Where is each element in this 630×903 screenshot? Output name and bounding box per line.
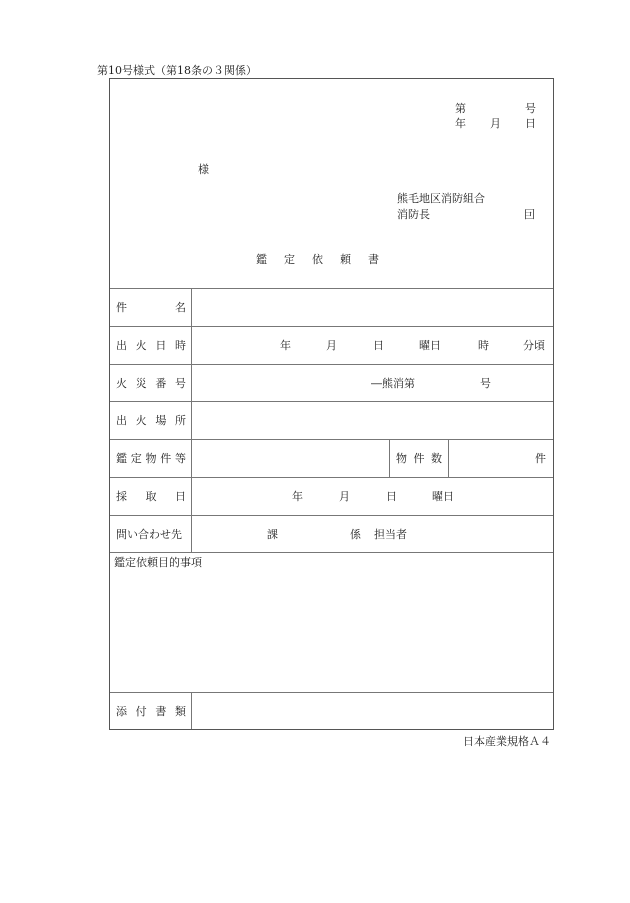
- label-char: 定: [130, 452, 142, 465]
- label-char: 数: [431, 452, 442, 465]
- doc-number-prefix: 第: [455, 102, 466, 115]
- label-char: 号: [174, 377, 186, 390]
- label-item-count: [396, 452, 442, 465]
- collection-month-unit[interactable]: 月: [339, 490, 350, 503]
- form-number-header: 第10号様式（第18条の３関係）: [97, 64, 257, 77]
- seal-mark: 囙: [524, 208, 535, 221]
- label-char: 火: [116, 377, 127, 390]
- contact-section-unit[interactable]: 課: [267, 528, 278, 541]
- label-fire-datetime: [116, 339, 186, 352]
- document-title: 鑑 定 依 頼 書: [256, 253, 382, 266]
- label-attachments: [116, 705, 186, 718]
- fire-number-prefix[interactable]: ―熊消第: [371, 377, 415, 390]
- date-month: 月: [490, 117, 501, 130]
- attachments-field[interactable]: [192, 693, 553, 729]
- divider: [110, 477, 553, 478]
- doc-number-suffix: 号: [525, 102, 536, 115]
- fire-minute-unit[interactable]: 分頃: [523, 339, 545, 352]
- label-char: 添: [116, 705, 127, 718]
- divider: [110, 515, 553, 516]
- item-count-unit[interactable]: 件: [535, 452, 546, 465]
- collection-year-unit[interactable]: 年: [292, 490, 303, 503]
- fire-year-unit[interactable]: 年: [280, 339, 291, 352]
- label-char: 災: [135, 377, 147, 390]
- fire-hour-unit[interactable]: 時: [478, 339, 489, 352]
- label-char: 日: [175, 490, 186, 503]
- label-char: 書: [155, 705, 167, 718]
- label-char: 物: [396, 452, 407, 465]
- divider: [110, 364, 553, 365]
- label-char: 出: [116, 339, 127, 352]
- label-contact: [116, 528, 186, 541]
- appraisal-request-form: [109, 78, 554, 730]
- cell-divider: [389, 439, 390, 477]
- label-char: 時: [174, 339, 186, 352]
- label-char: 件: [413, 452, 425, 465]
- label-char: 火: [135, 339, 147, 352]
- contact-unit-unit[interactable]: 係: [350, 528, 361, 541]
- label-char: 物: [145, 452, 157, 465]
- label-case-name: [116, 301, 186, 314]
- label-char: 取: [145, 490, 157, 503]
- date-day: 日: [525, 117, 536, 130]
- label-appraisal-items: [116, 452, 186, 465]
- fire-month-unit[interactable]: 月: [326, 339, 337, 352]
- divider: [110, 326, 553, 327]
- label-char: 類: [174, 705, 186, 718]
- label-char: 名: [175, 301, 186, 314]
- label-char: 等: [175, 452, 186, 465]
- fire-location-field[interactable]: [192, 402, 553, 439]
- label-fire-number: [116, 377, 186, 390]
- fire-day-unit[interactable]: 日: [373, 339, 384, 352]
- label-text: 問い合わせ先: [116, 528, 182, 541]
- label-char: 場: [155, 414, 167, 427]
- label-char: 鑑: [116, 452, 127, 465]
- contact-person-label[interactable]: 担当者: [374, 528, 407, 541]
- label-char: 所: [174, 414, 186, 427]
- label-char: 件: [116, 301, 127, 314]
- issuer-organization: 熊毛地区消防組合: [397, 192, 485, 205]
- label-char: 付: [135, 705, 147, 718]
- purpose-field[interactable]: [114, 571, 549, 689]
- label-char: 番: [155, 377, 167, 390]
- label-char: 採: [116, 490, 127, 503]
- paper-size-note: 日本産業規格Ａ４: [463, 735, 551, 748]
- label-char: 出: [116, 414, 127, 427]
- appraisal-items-field[interactable]: [192, 440, 388, 477]
- addressee-suffix: 様: [198, 163, 209, 176]
- label-char: 日: [155, 339, 167, 352]
- fire-number-suffix[interactable]: 号: [480, 377, 491, 390]
- label-purpose: 鑑定依頼目的事項: [114, 556, 202, 569]
- collection-day-unit[interactable]: 日: [386, 490, 397, 503]
- label-fire-location: [116, 414, 186, 427]
- divider: [110, 552, 553, 553]
- label-collection-date: [116, 490, 186, 503]
- fire-weekday-unit[interactable]: 曜日: [419, 339, 441, 352]
- label-char: 件: [160, 452, 172, 465]
- case-name-field[interactable]: [192, 289, 553, 326]
- collection-weekday-unit[interactable]: 曜日: [432, 490, 454, 503]
- label-char: 火: [135, 414, 147, 427]
- date-year: 年: [455, 117, 466, 130]
- issuer-title: 消防長: [397, 208, 430, 221]
- cell-divider: [448, 439, 449, 477]
